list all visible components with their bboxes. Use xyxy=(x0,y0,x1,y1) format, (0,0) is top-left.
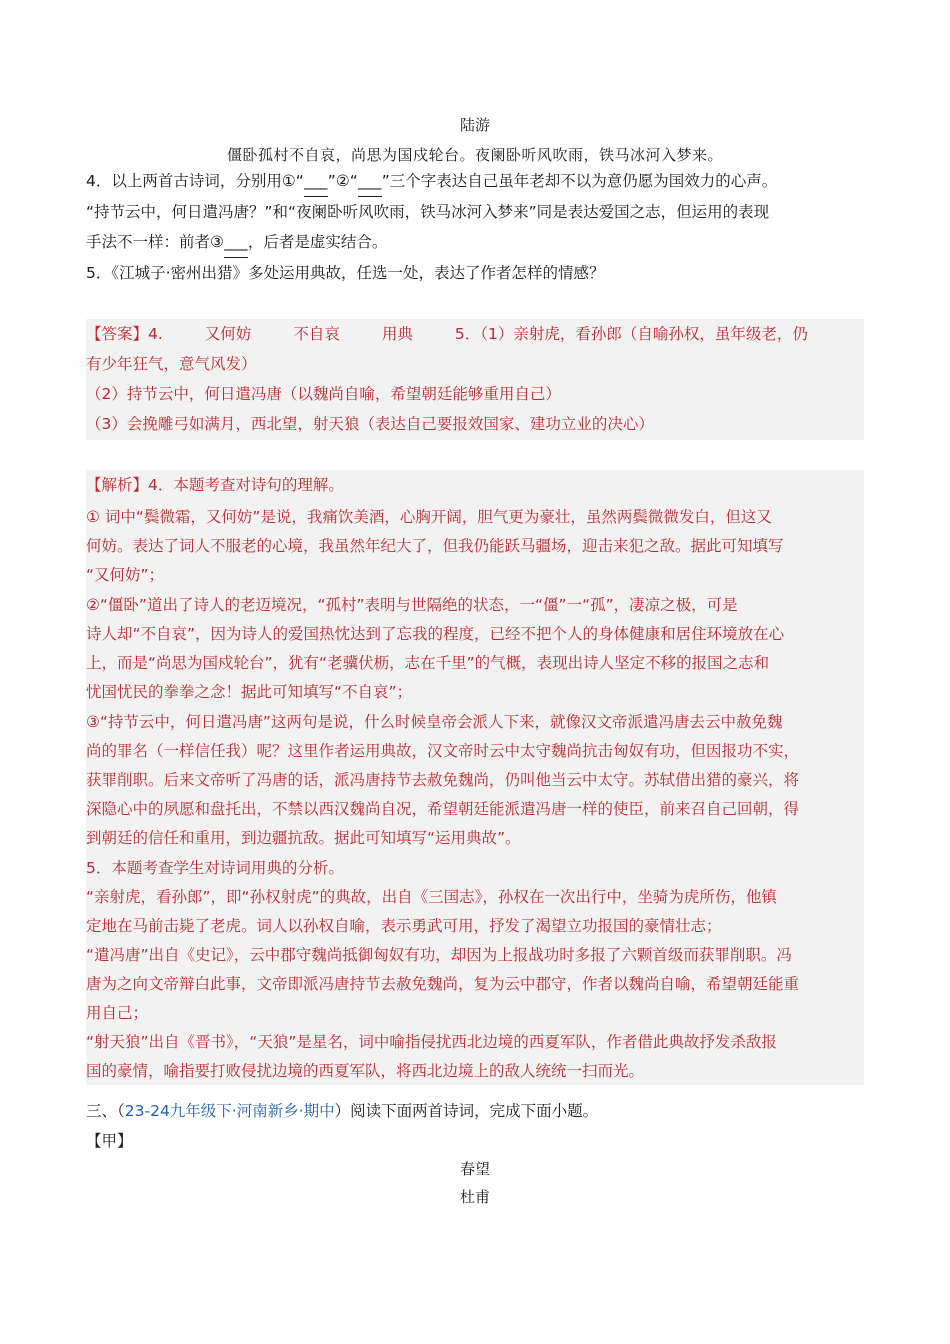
analysis-line: 忧国忧民的拳拳之念！据此可知填写“不自哀”； xyxy=(86,683,413,701)
question-4-line-3 xyxy=(86,227,866,258)
q4-text: 4．以上两首古诗词，分别用①“ xyxy=(86,172,304,190)
answer-5-1: 5．（1）亲射虎，看孙郎（自喻孙权，虽年级老，仍 xyxy=(454,325,808,343)
q4-text: ”三个字表达自己虽年老却不以为意仍愿为国效力的心声。 xyxy=(381,172,778,190)
analysis-line: 获罪削职。后来文帝听了冯唐的话，派冯唐持节去赦免魏尚，仍叫他当云中太守。苏轼借出猎的豪兴，将 xyxy=(86,771,800,789)
analysis-line: 尚的罪名（一样信任我）呢？这里作者运用典故，汉文帝时云中太守魏尚抗击匈奴有功，但因报功不实， xyxy=(86,742,800,760)
analysis-line: 诗人却“不自哀”，因为诗人的爱国热忱达到了忘我的程度，已经不把个人的身体健康和居住环境放在心 xyxy=(86,625,785,643)
answer-box xyxy=(86,319,864,440)
answer-line-1 xyxy=(86,319,864,349)
analysis-line: ① 词中“鬓微霜，又何妨”是说，我痛饮美酒，心胸开阔，胆气更为豪壮，虽然两鬓微微发白，但这又 xyxy=(86,508,772,526)
section-3-heading xyxy=(86,1096,598,1126)
poem-author-2: 杜甫 xyxy=(459,1188,490,1206)
question-4-line-2: “持节云中，何日遣冯唐？”和“夜阑卧听风吹雨，铁马冰河入梦来”同是表达爱国之志，但运用的表现 xyxy=(86,203,770,221)
answer-4-2: 不自哀 xyxy=(293,325,340,343)
question-5: 5．《江城子·密州出猎》多处运用典故，任选一处，表达了作者怎样的情感？ xyxy=(86,264,605,282)
question-4-line-1 xyxy=(86,166,866,197)
section-3-source: 23-24九年级下·河南新乡·期中 xyxy=(124,1102,335,1120)
answer-4-3: 用典 xyxy=(381,325,413,343)
q4-text: ，后者是虚实结合。 xyxy=(247,233,388,251)
analysis-line: “又何妨”； xyxy=(86,566,165,584)
section-3-prefix: 三、（ xyxy=(86,1102,125,1120)
poem-line: 僵卧孤村不自哀，尚思为国戍轮台。夜阑卧听风吹雨，铁马冰河入梦来。 xyxy=(226,146,723,164)
poem-title: 春望 xyxy=(459,1160,490,1178)
answer-blank-3: ___ xyxy=(224,227,248,258)
analysis-line: “遣冯唐”出自《史记》，云中郡守魏尚抵御匈奴有功，却因为上报战功时多报了六颗首级而获罪削职。冯 xyxy=(86,946,792,964)
answer-blank-2: ___ xyxy=(358,166,382,197)
answer-4-1: 又何妨 xyxy=(204,325,252,343)
q4-text: 手法不一样：前者③ xyxy=(86,233,224,251)
analysis-line: “亲射虎，看孙郎”，即“孙权射虎”的典故，出自《三国志》，孙权在一次出行中，坐骑为虎所伤，他镇 xyxy=(86,888,777,906)
analysis-line: “射天狼”出自《晋书》，“天狼”是星名，词中喻指侵扰西北边境的西夏军队，作者借此典故抒发杀敌报 xyxy=(86,1033,777,1051)
analysis-line: 5．本题考查学生对诗词用典的分析。 xyxy=(86,859,344,877)
analysis-line: ③“持节云中，何日遣冯唐”这两句是说，什么时候皇帝会派人下来，就像汉文帝派遣冯唐去云中赦免魏 xyxy=(86,713,783,731)
poem-author: 陆游 xyxy=(459,116,490,134)
analysis-line: 用自己； xyxy=(86,1004,149,1022)
section-3-suffix: ）阅读下面两首诗词，完成下面小题。 xyxy=(334,1102,599,1120)
q4-text: ”②“ xyxy=(327,172,358,190)
answer-line-3: （2）持节云中，何日遣冯唐（以魏尚自喻，希望朝廷能够重用自己） xyxy=(86,385,561,403)
answer-line-2: 有少年狂气，意气风发） xyxy=(86,355,257,373)
analysis-line: 到朝廷的信任和重用，到边疆抗敌。据此可知填写“运用典故”。 xyxy=(86,829,521,847)
analysis-box xyxy=(86,470,864,1085)
analysis-line: 【解析】4．本题考查对诗句的理解。 xyxy=(86,476,344,494)
analysis-line: ②“僵卧”道出了诗人的老迈境况，“孤村”表明与世隔绝的状态，一“僵”一“孤”，凄凉之极，可是 xyxy=(86,596,738,614)
analysis-line: 唐为之向文帝辩白此事，文帝即派冯唐持节去赦免魏尚，复为云中郡守，作者以魏尚自喻，希望朝廷能重 xyxy=(86,975,800,993)
analysis-line: 何妨。表达了词人不服老的心境，我虽然年纪大了，但我仍能跃马疆场，迎击来犯之敌。据此可知填写 xyxy=(86,537,784,555)
analysis-line: 深隐心中的夙愿和盘托出，不禁以西汉魏尚自况，希望朝廷能派遣冯唐一样的使臣，前来召自己回朝，得 xyxy=(86,800,800,818)
question-4 xyxy=(86,166,866,258)
analysis-line: 定地在马前击毙了老虎。词人以孙权自喻，表示勇武可用，抒发了渴望立功报国的豪情壮志； xyxy=(86,917,722,935)
analysis-line: 上，而是“尚思为国戍轮台”，犹有“老骥伏枥，志在千里”的气概，表现出诗人坚定不移的报国之志和 xyxy=(86,654,770,672)
answer-label: 【答案】4. xyxy=(86,325,163,343)
section-3-jia-label: 【甲】 xyxy=(86,1132,133,1150)
analysis-line: 国的豪情，喻指要打败侵扰边境的西夏军队，将西北边境上的敌人统统一扫而光。 xyxy=(86,1062,645,1080)
answer-line-4: （3）会挽雕弓如满月，西北望，射天狼（表达自己要报效国家、建功立业的决心） xyxy=(86,415,654,433)
answer-blank-1: ___ xyxy=(304,166,328,197)
